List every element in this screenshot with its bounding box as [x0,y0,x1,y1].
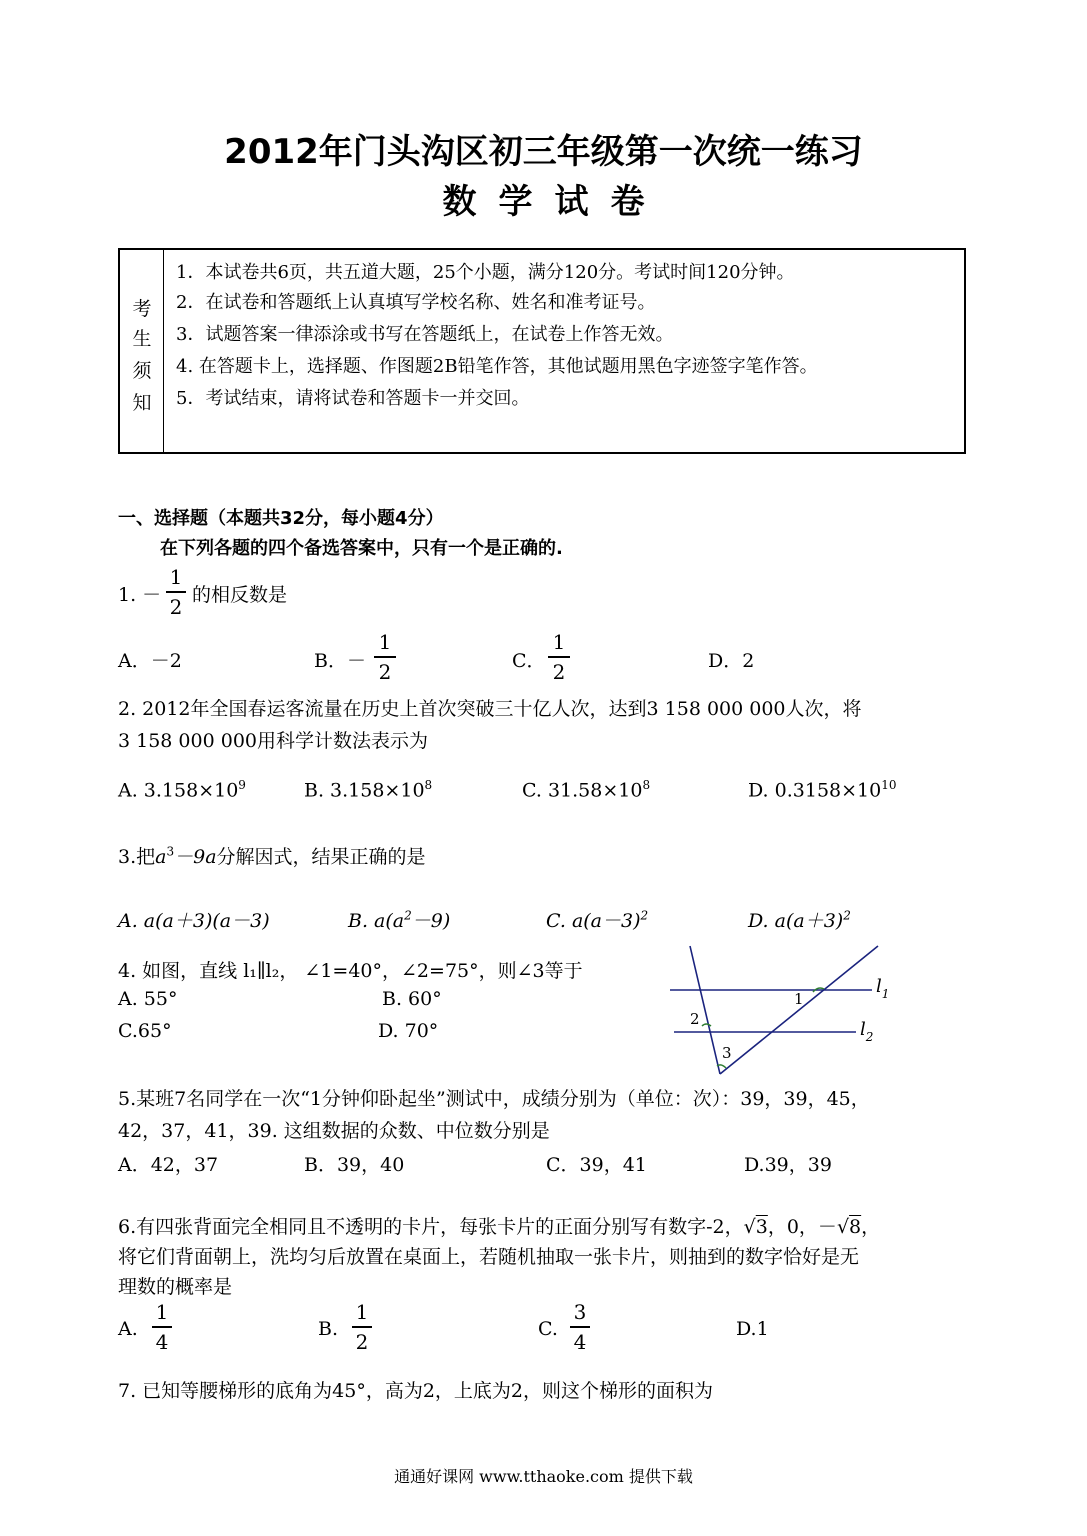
q3-b-pre: B. a(a [348,910,405,932]
q3-c-exp: 2 [640,908,649,923]
q2-c-exp: 8 [642,778,651,792]
notice-side-label [120,250,164,452]
q2-d-exp: 10 [881,778,897,792]
q6-line1 [118,1212,880,1239]
notice-item: 5．考试结束，请将试卷和答题卡一并交回。 [176,388,530,409]
q6-option-c-fraction [570,1300,590,1354]
q2-b-exp: 8 [424,778,433,792]
q1-option-d: D．2 [708,650,755,672]
q3-d-exp: 2 [843,908,851,923]
q1-c-den: 2 [552,659,566,684]
angle3-label: 3 [722,1044,732,1062]
notice-item: 1．本试卷共6页，共五道大题，25个小题，满分120分。考试时间120分钟。 [176,262,795,283]
q4-parallel-lines-figure [660,940,900,1080]
q6-c-den: 4 [573,1329,587,1354]
q2-option-c [522,778,650,801]
q6-option-c-label: C. [538,1318,558,1340]
q5-line2: 42，37，41，39. 这组数据的众数、中位数分别是 [118,1120,550,1142]
q3-expr-base: a [155,846,167,868]
q6-line1-end: ， [861,1216,881,1238]
q2-b-base: B. 3.158×10 [304,779,425,802]
q1-suffix: 的相反数是 [192,584,288,606]
q6-line3: 理数的概率是 [118,1276,233,1298]
q4-option-b: B. 60° [382,988,442,1010]
q2-a-base: A. 3.158×10 [118,779,239,802]
q6-option-a-fraction [152,1300,172,1354]
q5-option-c: C．39，41 [546,1154,647,1176]
q4-option-d: D. 70° [378,1020,439,1042]
q2-option-a [118,778,246,801]
notice-item: 4. 在答题卡上，选择题、作图题2B铅笔作答，其他试题用黑色字迹签字笔作答。 [176,356,818,377]
q4-option-c: C.65° [118,1020,172,1042]
angle1-label: 1 [794,990,804,1008]
q5-line1: 5.某班7名同学在一次“1分钟仰卧起坐”测试中，成绩分别为（单位：次）：39，39，45， [118,1088,870,1110]
sqrt-symbol: √ [836,1216,850,1238]
q3-option-a: A. a(a＋3)(a－3) [118,910,270,932]
q3-stem [118,842,426,869]
q1-frac-num: 1 [169,565,183,589]
q2-option-d [748,778,897,801]
notice-side-char: 知 [132,392,152,414]
exam-notice-box [118,248,966,454]
transversal-right [720,946,878,1074]
q2-line2: 3 158 000 000用科学计数法表示为 [118,730,429,752]
notice-item: 3．试题答案一律添涂或书写在答题纸上，在试卷上作答无效。 [176,324,674,345]
l2-label: $l_2$ [860,1019,874,1044]
q1-b-den: 2 [378,659,392,684]
q3-expr-rest: －9a [174,846,217,868]
q2-option-b [304,778,432,801]
l1-label: $l_1$ [876,976,890,1001]
q4-option-a: A. 55° [118,988,178,1010]
q6-sqrt8: 8 [849,1216,862,1238]
q1-frac-den: 2 [169,594,183,619]
q3-suffix: 分解因式，结果正确的是 [216,846,426,868]
q6-option-d: D.1 [736,1318,769,1340]
notice-side-char: 生 [132,328,152,350]
q3-prefix: 3.把 [118,846,156,868]
page-footer: 通通好课网 www.tthaoke.com 提供下载 [394,1467,693,1486]
q2-d-base: D. 0.3158×10 [748,779,882,802]
q3-option-d [748,906,851,933]
notice-item: 2．在试卷和答题纸上认真填写学校名称、姓名和准考证号。 [176,292,656,313]
q4-stem: 4. 如图，直线 l₁∥l₂， ∠1=40°，∠2=75°，则∠3等于 [118,960,583,982]
q6-mid: ，0，－ [767,1216,837,1238]
page-title: 2012年门头沟区初三年级第一次统一练习 [224,132,863,172]
q1-b-num: 1 [378,630,392,654]
q1-option-c-label: C． [512,650,546,672]
q3-option-b [348,906,450,933]
q5-option-b: B．39，40 [304,1154,405,1176]
q1-option-b-fraction [374,630,396,684]
q6-option-b-fraction [352,1300,372,1354]
q1-fraction [166,565,186,619]
q7-stem: 7. 已知等腰梯形的底角为45°，高为2，上底为2，则这个梯形的面积为 [118,1380,714,1402]
q6-option-a-label: A. [118,1318,138,1340]
q6-a-den: 4 [155,1329,169,1354]
q5-option-d: D.39，39 [744,1154,832,1176]
q1-prefix: 1. － [118,584,162,606]
q6-sqrt3: 3 [755,1216,768,1238]
q1-option-c-fraction [548,630,570,684]
q5-option-a: A．42，37 [118,1154,219,1176]
notice-side-char: 须 [132,360,152,382]
q3-b-exp: 2 [404,908,412,923]
sqrt-symbol: √ [743,1216,756,1238]
q3-d-pre: D. a(a＋3) [748,910,844,932]
q3-expr-exp: 3 [166,844,175,859]
q2-line1: 2. 2012年全国春运客流量在历史上首次突破三十亿人次，达到3 158 000 000人次，将 [118,698,862,720]
q2-a-exp: 9 [238,778,246,792]
notice-side-char: 考 [132,298,152,320]
q6-line2: 将它们背面朝上，洗均匀后放置在桌面上，若随机抽取一张卡片，则抽到的数字恰好是无 [118,1246,860,1268]
q1-option-a: A．－2 [118,650,182,672]
angle2-arc [702,1024,711,1026]
angle2-label: 2 [690,1010,700,1028]
q6-a-num: 1 [155,1300,169,1324]
section-instruction: 在下列各题的四个备选答案中，只有一个是正确的. [160,538,563,559]
q6-b-den: 2 [355,1329,369,1354]
q2-c-base: C. 31.58×10 [522,779,643,802]
q1-c-num: 1 [552,630,566,654]
q6-b-num: 1 [355,1300,369,1324]
q3-option-c [546,906,648,933]
q3-b-post: －9) [411,910,451,932]
q6-c-num: 3 [573,1300,587,1324]
q6-option-b-label: B. [318,1318,339,1340]
section-heading: 一、选择题（本题共32分，每小题4分） [118,508,444,529]
q1-option-b-label: B．－ [314,650,366,672]
q6-line1-pre: 6.有四张背面完全相同且不透明的卡片，每张卡片的正面分别写有数字-2， [118,1216,744,1238]
page-subtitle: 数学试卷 [442,182,667,222]
q3-c-pre: C. a(a－3) [546,910,641,932]
